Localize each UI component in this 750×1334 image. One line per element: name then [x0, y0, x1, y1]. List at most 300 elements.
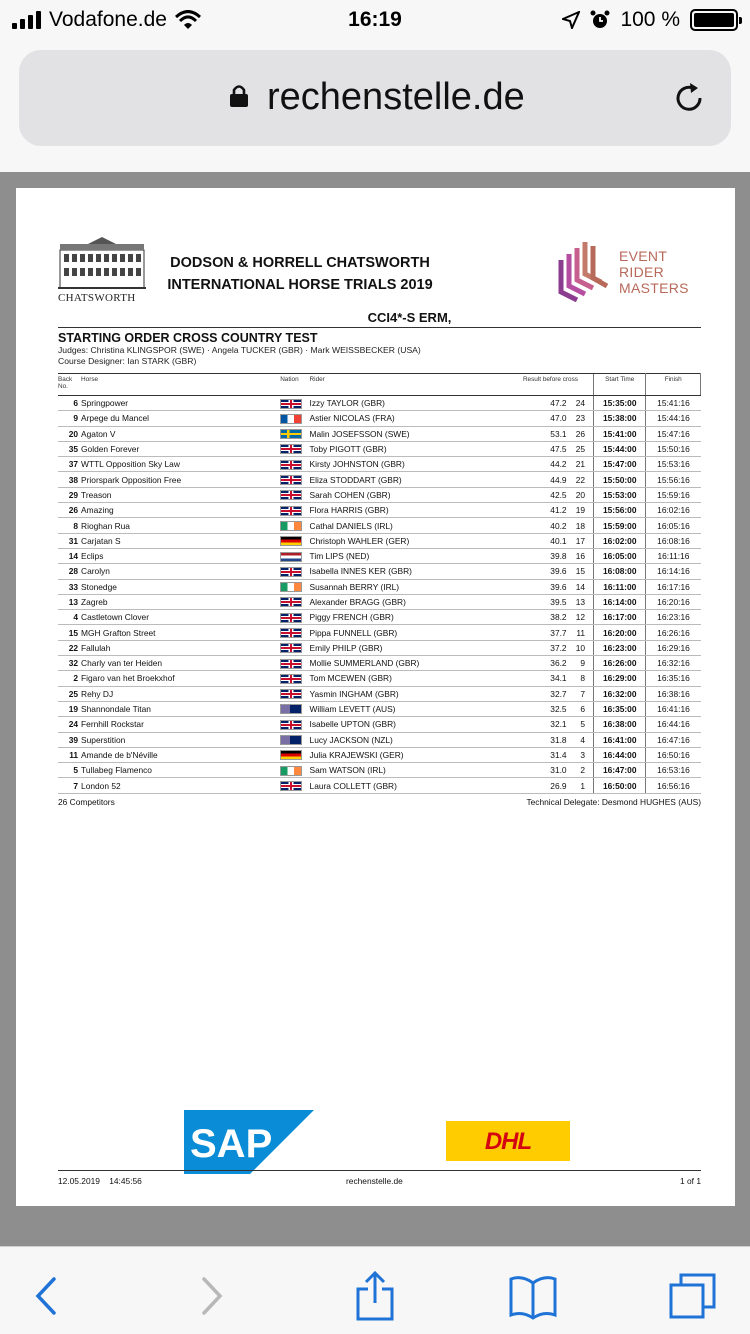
- result-rank: 4: [573, 732, 594, 747]
- horse-name: Superstition: [81, 732, 280, 747]
- print-time: 14:45:56: [109, 1176, 142, 1186]
- bookmarks-icon[interactable]: [508, 1271, 558, 1321]
- event-rider-masters-logo: [555, 240, 701, 304]
- rider-name: Izzy TAYLOR (GBR): [310, 396, 514, 411]
- nation-flag: [280, 487, 309, 502]
- nation-flag: [280, 656, 309, 671]
- document-header: [58, 236, 701, 308]
- finish-time: 15:41:16: [646, 396, 701, 411]
- col-nation: Nation: [280, 374, 309, 396]
- result-score: 37.2: [514, 640, 573, 655]
- rider-name: Sarah COHEN (GBR): [310, 487, 514, 502]
- finish-time: 16:08:16: [646, 533, 701, 548]
- finish-time: 16:35:16: [646, 671, 701, 686]
- table-row: [58, 564, 701, 579]
- nation-flag: [280, 503, 309, 518]
- back-number: 8: [58, 518, 81, 533]
- nation-flag: [280, 518, 309, 533]
- table-row: [58, 656, 701, 671]
- back-number: 14: [58, 548, 81, 563]
- judges-line: Judges: Christina KLINGSPOR (SWE) · Angela TUCKER (GBR) · Mark WEISSBECKER (USA): [58, 345, 421, 355]
- start-time: 16:38:00: [594, 717, 646, 732]
- flag-irl-icon: [280, 766, 302, 776]
- flag-nzl-icon: [280, 735, 302, 745]
- result-rank: 8: [573, 671, 594, 686]
- rider-name: Lucy JACKSON (NZL): [310, 732, 514, 747]
- back-number: 31: [58, 533, 81, 548]
- result-rank: 13: [573, 594, 594, 609]
- nation-flag: [280, 411, 309, 426]
- browser-toolbar: [0, 1246, 750, 1334]
- result-rank: 3: [573, 747, 594, 762]
- start-time: 16:17:00: [594, 610, 646, 625]
- finish-time: 16:05:16: [646, 518, 701, 533]
- competitor-count: 26 Competitors: [58, 796, 115, 807]
- nation-flag: [280, 610, 309, 625]
- result-score: 38.2: [514, 610, 573, 625]
- result-rank: 25: [573, 441, 594, 456]
- flag-ger-icon: [280, 750, 302, 760]
- alarm-icon: [590, 10, 610, 30]
- back-number: 22: [58, 640, 81, 655]
- chatsworth-wordmark: CHATSWORTH: [58, 292, 136, 304]
- start-time: 16:35:00: [594, 701, 646, 716]
- back-number: 11: [58, 747, 81, 762]
- location-arrow-icon: [562, 11, 580, 29]
- start-time: 16:29:00: [594, 671, 646, 686]
- back-number: 33: [58, 579, 81, 594]
- horse-name: Carjatan S: [81, 533, 280, 548]
- flag-gbr-icon: [280, 613, 302, 623]
- back-number: 25: [58, 686, 81, 701]
- back-number: 19: [58, 701, 81, 716]
- finish-time: 15:44:16: [646, 411, 701, 426]
- back-number: 6: [58, 396, 81, 411]
- erm-word-event: EVENT: [619, 248, 668, 264]
- finish-time: 16:38:16: [646, 686, 701, 701]
- nation-flag: [280, 701, 309, 716]
- result-score: 39.6: [514, 564, 573, 579]
- rider-name: Sam WATSON (IRL): [310, 763, 514, 778]
- horse-name: Rehy DJ: [81, 686, 280, 701]
- table-row: [58, 671, 701, 686]
- horse-name: Golden Forever: [81, 441, 280, 456]
- horse-name: Rioghan Rua: [81, 518, 280, 533]
- flag-gbr-icon: [280, 399, 302, 409]
- finish-time: 15:56:16: [646, 472, 701, 487]
- divider: [58, 327, 701, 328]
- start-time: 16:02:00: [594, 533, 646, 548]
- result-score: 40.2: [514, 518, 573, 533]
- result-score: 31.4: [514, 747, 573, 762]
- table-row: [58, 610, 701, 625]
- flag-ned-icon: [280, 552, 302, 562]
- back-number: 13: [58, 594, 81, 609]
- back-number: 26: [58, 503, 81, 518]
- result-score: 39.5: [514, 594, 573, 609]
- col-result: Result before cross: [514, 374, 594, 396]
- result-rank: 9: [573, 656, 594, 671]
- result-rank: 22: [573, 472, 594, 487]
- finish-time: 16:17:16: [646, 579, 701, 594]
- flag-gbr-icon: [280, 444, 302, 454]
- horse-name: Carolyn: [81, 564, 280, 579]
- url-text[interactable]: rechenstelle.de: [267, 76, 525, 118]
- flag-gbr-icon: [280, 781, 302, 791]
- col-start-time: Start Time: [594, 374, 646, 396]
- result-score: 31.8: [514, 732, 573, 747]
- nation-flag: [280, 686, 309, 701]
- start-time: 16:50:00: [594, 778, 646, 793]
- result-rank: 18: [573, 518, 594, 533]
- nation-flag: [280, 472, 309, 487]
- finish-time: 16:47:16: [646, 732, 701, 747]
- result-score: 32.7: [514, 686, 573, 701]
- rider-name: Tom MCEWEN (GBR): [310, 671, 514, 686]
- nation-flag: [280, 778, 309, 793]
- print-datetime: [58, 1176, 142, 1186]
- horse-name: Figaro van het Broekxhof: [81, 671, 280, 686]
- back-number: 29: [58, 487, 81, 502]
- rider-name: Emily PHILP (GBR): [310, 640, 514, 655]
- result-rank: 24: [573, 396, 594, 411]
- print-date: 12.05.2019: [58, 1176, 100, 1186]
- horse-name: London 52: [81, 778, 280, 793]
- back-number: 39: [58, 732, 81, 747]
- finish-time: 16:11:16: [646, 548, 701, 563]
- erm-wordmark: [619, 248, 689, 296]
- horse-name: Fallulah: [81, 640, 280, 655]
- flag-gbr-icon: [280, 490, 302, 500]
- flag-aus-icon: [280, 704, 302, 714]
- rider-name: Flora HARRIS (GBR): [310, 503, 514, 518]
- nation-flag: [280, 732, 309, 747]
- result-score: 34.1: [514, 671, 573, 686]
- result-rank: 7: [573, 686, 594, 701]
- rider-name: Isabella INNES KER (GBR): [310, 564, 514, 579]
- flag-gbr-icon: [280, 689, 302, 699]
- nation-flag: [280, 671, 309, 686]
- start-time: 16:44:00: [594, 747, 646, 762]
- col-horse: Horse: [81, 374, 280, 396]
- erm-mark-icon: [555, 240, 613, 302]
- table-row: [58, 426, 701, 441]
- sap-wordmark: SAP: [190, 1122, 273, 1166]
- event-title-line1: DODSON & HORRELL CHATSWORTH: [170, 255, 430, 271]
- back-number: 24: [58, 717, 81, 732]
- back-number: 35: [58, 441, 81, 456]
- back-number: 7: [58, 778, 81, 793]
- finish-time: 16:44:16: [646, 717, 701, 732]
- table-row: [58, 503, 701, 518]
- page-footer: [58, 1170, 701, 1186]
- table-row: [58, 441, 701, 456]
- result-rank: 12: [573, 610, 594, 625]
- horse-name: Eclips: [81, 548, 280, 563]
- flag-gbr-icon: [280, 567, 302, 577]
- result-score: 36.2: [514, 656, 573, 671]
- result-score: 42.5: [514, 487, 573, 502]
- dhl-logo: [446, 1121, 570, 1161]
- start-time: 16:47:00: [594, 763, 646, 778]
- nation-flag: [280, 763, 309, 778]
- course-designer-line: Course Designer: Ian STARK (GBR): [58, 356, 197, 366]
- start-time: 16:11:00: [594, 579, 646, 594]
- table-row: [58, 763, 701, 778]
- table-row: [58, 548, 701, 563]
- dhl-wordmark: DHL: [484, 1128, 532, 1155]
- nation-flag: [280, 747, 309, 762]
- table-row: [58, 396, 701, 411]
- start-time: 16:14:00: [594, 594, 646, 609]
- back-number: 2: [58, 671, 81, 686]
- start-time: 15:50:00: [594, 472, 646, 487]
- back-number: 20: [58, 426, 81, 441]
- result-rank: 1: [573, 778, 594, 793]
- rider-name: Toby PIGOTT (GBR): [310, 441, 514, 456]
- flag-irl-icon: [280, 521, 302, 531]
- start-time: 16:20:00: [594, 625, 646, 640]
- lock-icon: [229, 84, 249, 108]
- result-rank: 19: [573, 503, 594, 518]
- flag-gbr-icon: [280, 674, 302, 684]
- finish-time: 16:53:16: [646, 763, 701, 778]
- pdf-content: [58, 236, 701, 807]
- col-finish: Finish: [646, 374, 701, 396]
- horse-name: Agaton V: [81, 426, 280, 441]
- address-bar[interactable]: [19, 50, 731, 146]
- result-rank: 5: [573, 717, 594, 732]
- finish-time: 15:53:16: [646, 457, 701, 472]
- status-bar: [0, 0, 750, 42]
- col-back-no: Back No.: [58, 374, 81, 396]
- nation-flag: [280, 625, 309, 640]
- share-icon[interactable]: [350, 1271, 400, 1321]
- table-footer: [58, 797, 701, 807]
- rider-name: Christoph WAHLER (GER): [310, 533, 514, 548]
- result-rank: 14: [573, 579, 594, 594]
- flag-gbr-icon: [280, 460, 302, 470]
- class-title: CCI4*-S ERM,: [367, 310, 452, 325]
- horse-name: Stonedge: [81, 579, 280, 594]
- finish-time: 15:47:16: [646, 426, 701, 441]
- nation-flag: [280, 564, 309, 579]
- nation-flag: [280, 548, 309, 563]
- battery-percent: 100 %: [620, 8, 680, 31]
- finish-time: 16:26:16: [646, 625, 701, 640]
- back-number: 4: [58, 610, 81, 625]
- table-row: [58, 625, 701, 640]
- nation-flag: [280, 579, 309, 594]
- start-time: 15:38:00: [594, 411, 646, 426]
- pdf-page: [16, 188, 735, 1206]
- finish-time: 16:14:16: [646, 564, 701, 579]
- flag-ger-icon: [280, 536, 302, 546]
- result-score: 40.1: [514, 533, 573, 548]
- nation-flag: [280, 441, 309, 456]
- horse-name: WTTL Opposition Sky Law: [81, 457, 280, 472]
- start-time: 15:35:00: [594, 396, 646, 411]
- table-body: [58, 396, 701, 794]
- flag-gbr-icon: [280, 475, 302, 485]
- flag-irl-icon: [280, 582, 302, 592]
- table-row: [58, 747, 701, 762]
- start-time: 16:23:00: [594, 640, 646, 655]
- result-score: 41.2: [514, 503, 573, 518]
- rider-name: Yasmin INGHAM (GBR): [310, 686, 514, 701]
- rider-name: Susannah BERRY (IRL): [310, 579, 514, 594]
- flag-gbr-icon: [280, 628, 302, 638]
- result-score: 47.5: [514, 441, 573, 456]
- table-row: [58, 686, 701, 701]
- event-title-line2: INTERNATIONAL HORSE TRIALS 2019: [167, 277, 433, 293]
- erm-word-rider: RIDER: [619, 264, 665, 280]
- result-rank: 26: [573, 426, 594, 441]
- result-score: 47.0: [514, 411, 573, 426]
- rider-name: Malin JOSEFSSON (SWE): [310, 426, 514, 441]
- nation-flag: [280, 640, 309, 655]
- start-time: 15:47:00: [594, 457, 646, 472]
- start-time: 16:26:00: [594, 656, 646, 671]
- horse-name: Zagreb: [81, 594, 280, 609]
- finish-time: 16:50:16: [646, 747, 701, 762]
- nation-flag: [280, 533, 309, 548]
- technical-delegate: Technical Delegate: Desmond HUGHES (AUS): [526, 796, 701, 807]
- flag-gbr-icon: [280, 597, 302, 607]
- result-score: 39.8: [514, 548, 573, 563]
- horse-name: Tullabeg Flamenco: [81, 763, 280, 778]
- table-row: [58, 579, 701, 594]
- rider-name: Cathal DANIELS (IRL): [310, 518, 514, 533]
- table-row: [58, 472, 701, 487]
- table-row: [58, 717, 701, 732]
- rider-name: Tim LIPS (NED): [310, 548, 514, 563]
- tabs-icon[interactable]: [668, 1271, 718, 1321]
- rider-name: Kirsty JOHNSTON (GBR): [310, 457, 514, 472]
- finish-time: 16:56:16: [646, 778, 701, 793]
- start-time: 15:41:00: [594, 426, 646, 441]
- horse-name: Charly van ter Heiden: [81, 656, 280, 671]
- table-row: [58, 594, 701, 609]
- start-time: 15:53:00: [594, 487, 646, 502]
- nation-flag: [280, 426, 309, 441]
- flag-gbr-icon: [280, 720, 302, 730]
- back-number: 38: [58, 472, 81, 487]
- battery-icon: [690, 9, 738, 31]
- result-rank: 6: [573, 701, 594, 716]
- flag-gbr-icon: [280, 659, 302, 669]
- result-rank: 23: [573, 411, 594, 426]
- nation-flag: [280, 717, 309, 732]
- rider-name: Eliza STODDART (GBR): [310, 472, 514, 487]
- result-score: 32.5: [514, 701, 573, 716]
- battery-fill: [694, 13, 734, 27]
- horse-name: Priorspark Opposition Free: [81, 472, 280, 487]
- result-rank: 11: [573, 625, 594, 640]
- chatsworth-house-icon: [58, 236, 146, 290]
- result-score: 32.1: [514, 717, 573, 732]
- back-number: 5: [58, 763, 81, 778]
- document-subtitle: STARTING ORDER CROSS COUNTRY TEST: [58, 331, 318, 345]
- col-rider: Rider: [310, 374, 514, 396]
- result-score: 37.7: [514, 625, 573, 640]
- table-header-row: [58, 374, 701, 396]
- back-number: 37: [58, 457, 81, 472]
- result-score: 44.2: [514, 457, 573, 472]
- event-title: [160, 252, 440, 296]
- rider-name: Pippa FUNNELL (GBR): [310, 625, 514, 640]
- back-number: 15: [58, 625, 81, 640]
- footer-site: rechenstelle.de: [346, 1176, 403, 1186]
- back-icon[interactable]: [28, 1271, 78, 1321]
- start-time: 16:32:00: [594, 686, 646, 701]
- nation-flag: [280, 396, 309, 411]
- starting-order-table: [58, 373, 701, 794]
- horse-name: Treason: [81, 487, 280, 502]
- rider-name: Alexander BRAGG (GBR): [310, 594, 514, 609]
- result-rank: 15: [573, 564, 594, 579]
- flag-gbr-icon: [280, 506, 302, 516]
- table-row: [58, 457, 701, 472]
- rider-name: Isabelle UPTON (GBR): [310, 717, 514, 732]
- horse-name: Shannondale Titan: [81, 701, 280, 716]
- horse-name: Springpower: [81, 396, 280, 411]
- status-right: [562, 8, 738, 32]
- result-score: 44.9: [514, 472, 573, 487]
- table-row: [58, 732, 701, 747]
- flag-fra-icon: [280, 414, 302, 424]
- rider-name: Astier NICOLAS (FRA): [310, 411, 514, 426]
- nation-flag: [280, 457, 309, 472]
- table-row: [58, 640, 701, 655]
- back-number: 28: [58, 564, 81, 579]
- finish-time: 16:32:16: [646, 656, 701, 671]
- table-row: [58, 518, 701, 533]
- nation-flag: [280, 594, 309, 609]
- result-rank: 2: [573, 763, 594, 778]
- horse-name: Amazing: [81, 503, 280, 518]
- start-time: 16:08:00: [594, 564, 646, 579]
- flag-swe-icon: [280, 429, 302, 439]
- finish-time: 15:59:16: [646, 487, 701, 502]
- finish-time: 16:02:16: [646, 503, 701, 518]
- reload-icon[interactable]: [671, 80, 707, 116]
- pdf-viewer[interactable]: [0, 172, 750, 1246]
- start-time: 15:44:00: [594, 441, 646, 456]
- back-number: 9: [58, 411, 81, 426]
- carrier-name: Vodafone.de: [49, 8, 167, 31]
- horse-name: Fernhill Rockstar: [81, 717, 280, 732]
- table-row: [58, 778, 701, 793]
- finish-time: 16:20:16: [646, 594, 701, 609]
- result-rank: 10: [573, 640, 594, 655]
- finish-time: 16:23:16: [646, 610, 701, 625]
- rider-name: Laura COLLETT (GBR): [310, 778, 514, 793]
- rider-name: Mollie SUMMERLAND (GBR): [310, 656, 514, 671]
- horse-name: Arpege du Mancel: [81, 411, 280, 426]
- start-time: 15:56:00: [594, 503, 646, 518]
- start-time: 16:41:00: [594, 732, 646, 747]
- rider-name: Piggy FRENCH (GBR): [310, 610, 514, 625]
- table-row: [58, 487, 701, 502]
- chatsworth-logo: [58, 236, 146, 306]
- table-row: [58, 701, 701, 716]
- result-score: 31.0: [514, 763, 573, 778]
- result-score: 39.6: [514, 579, 573, 594]
- horse-name: MGH Grafton Street: [81, 625, 280, 640]
- result-rank: 16: [573, 548, 594, 563]
- forward-icon[interactable]: [190, 1271, 240, 1321]
